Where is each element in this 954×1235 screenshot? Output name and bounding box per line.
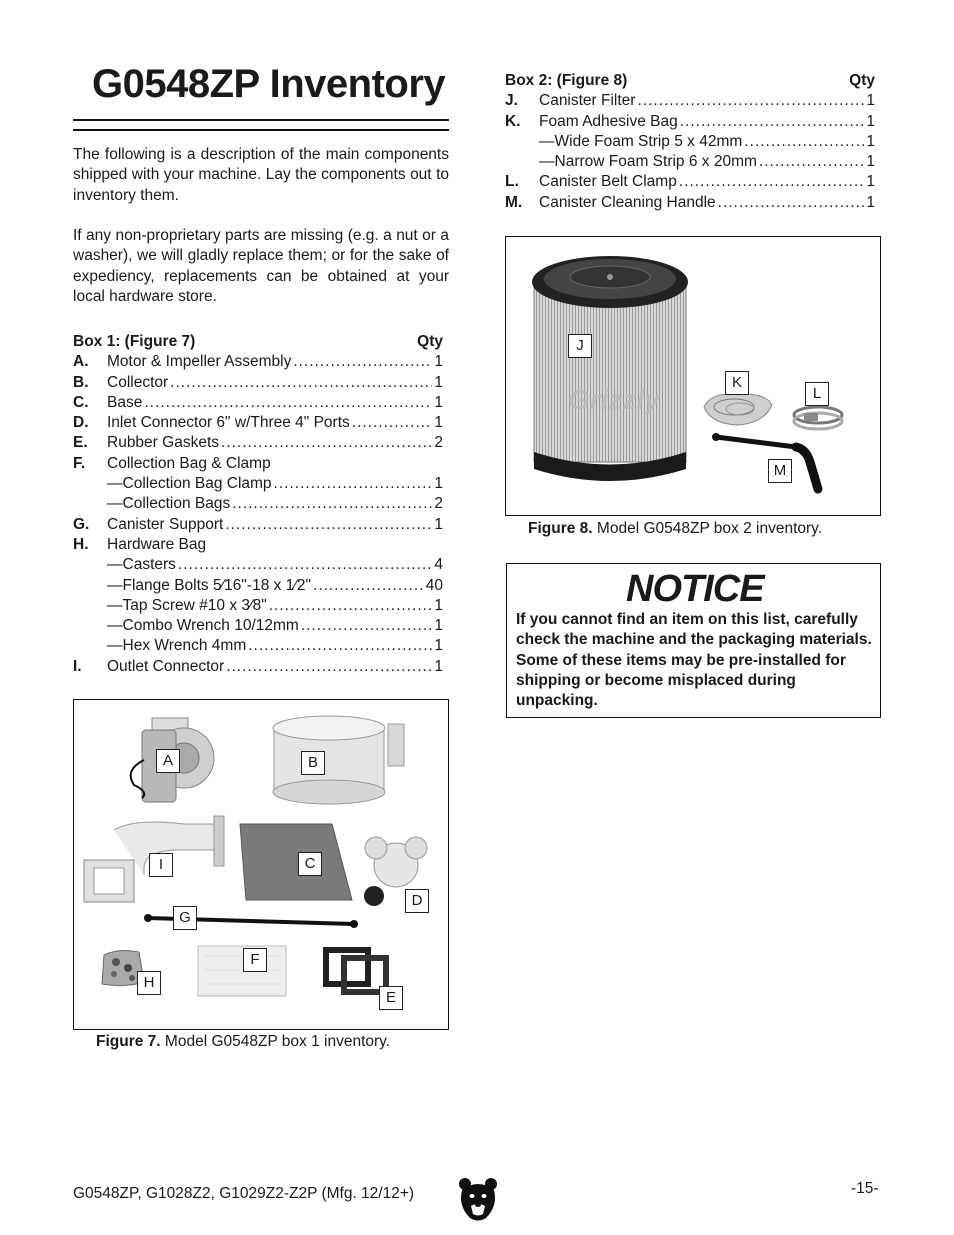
box2-item-qty: 1 [866, 112, 875, 130]
box2-item-letter [505, 152, 539, 172]
box1-item-qty: 1 [434, 637, 443, 655]
box1-item-name: —Collection Bags [107, 495, 231, 513]
box1-item-leader-dots [274, 474, 433, 494]
figure7-label-d: D [405, 889, 429, 913]
box1-item-qty: 1 [434, 515, 443, 533]
box1-item-letter [73, 616, 107, 636]
box1-item-leader-dots [313, 576, 424, 596]
box1-item-qty: 1 [434, 353, 443, 371]
box2-item-leader-dots [679, 172, 865, 192]
figure7-label-h: H [137, 971, 161, 995]
box1-item-leader-dots [170, 373, 432, 393]
box2-item-name: Canister Belt Clamp [539, 173, 677, 191]
box2-qty-label: Qty [849, 72, 875, 89]
box2-item-letter: J. [505, 92, 518, 110]
footer-models: G0548ZP, G1028Z2, G1029Z2-Z2P (Mfg. 12/12+) [73, 1185, 415, 1202]
box1-item-name: —Casters [107, 556, 176, 574]
box1-item-row [73, 515, 443, 535]
box2-item-row [505, 132, 875, 152]
missing-parts-paragraph: If any non-proprietary parts are missing (e.g. a nut or a washer), we will gladly replace them; or for the sake of expediency, replacements can be obtained at your local hardware store. [73, 227, 449, 305]
box2-item-row [505, 152, 875, 172]
box1-item-letter [73, 494, 107, 514]
box2-item-name: Canister Filter [539, 92, 636, 110]
figure7-label-g: G [173, 906, 197, 930]
box1-item-leader-dots [352, 413, 433, 433]
box1-item-row [73, 657, 443, 677]
box2-item-leader-dots [744, 132, 864, 152]
box1-item-row [73, 393, 443, 413]
box1-item-row [73, 474, 443, 494]
intro-paragraph: The following is a description of the main components shipped with your machine. Lay the components out to inventory them. [73, 146, 449, 204]
box1-item-row [73, 616, 443, 636]
box2-item-letter: M. [505, 193, 523, 211]
box1-item-leader-dots [178, 555, 432, 575]
box1-item-leader-dots [221, 433, 432, 453]
figure7-label-i: I [149, 853, 173, 877]
box2-item-qty: 1 [866, 193, 875, 211]
box2-item-letter: K. [505, 112, 521, 130]
figure8-photo [505, 236, 881, 516]
title-rule-bottom [73, 129, 449, 131]
box1-item-row [73, 636, 443, 656]
box1-item-row [73, 454, 443, 474]
figure7-photo [73, 699, 449, 1030]
box1-item-qty: 1 [434, 617, 443, 635]
box1-item-letter: B. [73, 373, 89, 391]
box2-item-qty: 1 [866, 173, 875, 191]
box1-item-name: Rubber Gaskets [107, 434, 219, 452]
notice-text: If you cannot find an item on this list, carefully check the machine and the packaging materials. Some of these items may be pre-installed for shipping or become misplaced during unpacking. [516, 611, 872, 710]
box1-item-qty: 2 [434, 434, 443, 452]
rubber-gaskets-icon [326, 950, 386, 992]
box1-item-qty: 4 [434, 556, 443, 574]
collector-icon [273, 716, 404, 804]
figure7-label-f: F [243, 948, 267, 972]
box1-inventory-list [73, 332, 443, 677]
box1-heading-row [73, 332, 443, 352]
box1-item-leader-dots [226, 657, 432, 677]
box1-item-qty: 1 [434, 657, 443, 675]
box1-item-name: Collector [107, 373, 169, 391]
page-title: G0548ZP Inventory [92, 62, 446, 106]
figure7-label-e: E [379, 986, 403, 1010]
box1-item-name: Motor & Impeller Assembly [107, 353, 292, 371]
box1-item-qty: 1 [434, 373, 443, 391]
box1-item-qty: 1 [434, 414, 443, 432]
box1-item-letter: C. [73, 393, 89, 411]
box2-item-name: Foam Adhesive Bag [539, 112, 678, 130]
box2-item-letter [505, 132, 539, 152]
box2-item-row [505, 172, 875, 192]
box1-item-row [73, 413, 443, 433]
notice-box [506, 563, 881, 718]
svg-text:Grizzly: Grizzly [568, 384, 660, 415]
figure7-caption-number: Figure 7. [96, 1033, 161, 1050]
figure8-label-j: J [568, 334, 592, 358]
box1-item-name: Hardware Bag [107, 535, 207, 553]
box1-item-name: —Collection Bag Clamp [107, 475, 272, 493]
box2-item-leader-dots [718, 193, 865, 213]
box1-item-letter [73, 576, 107, 596]
box1-item-qty: 1 [434, 475, 443, 493]
box2-item-leader-dots [759, 152, 864, 172]
box2-inventory-list [505, 71, 875, 213]
box1-item-name: —Flange Bolts 5⁄16"-18 x 1⁄2" [107, 576, 312, 594]
box1-item-qty: 1 [434, 393, 443, 411]
box1-item-letter: E. [73, 434, 88, 452]
box1-item-letter [73, 555, 107, 575]
box1-item-row [73, 596, 443, 616]
box1-item-qty: 40 [425, 576, 443, 594]
box2-item-name: Canister Cleaning Handle [539, 193, 716, 211]
box1-item-letter [73, 596, 107, 616]
box1-item-letter [73, 474, 107, 494]
box1-item-name: Base [107, 393, 143, 411]
foam-adhesive-bag-icon [704, 394, 772, 425]
box1-item-qty: 1 [434, 596, 443, 614]
box1-item-leader-dots [144, 393, 432, 413]
collection-bag-icon [198, 946, 286, 996]
title-rule-top [73, 119, 449, 121]
figure7-illustration [74, 700, 448, 1029]
box2-item-row [505, 91, 875, 111]
box1-item-name: —Tap Screw #10 x 3⁄8" [107, 596, 267, 614]
figure8-illustration [506, 237, 880, 515]
figure8-caption-number: Figure 8. [528, 520, 593, 537]
box1-item-row [73, 555, 443, 575]
box2-item-qty: 1 [866, 153, 875, 171]
box1-item-row [73, 576, 443, 596]
figure7-label-a: A [156, 749, 180, 773]
figure8-label-m: M [768, 459, 792, 483]
box1-item-name: Outlet Connector [107, 657, 225, 675]
box1-item-letter: A. [73, 353, 89, 371]
figure8-caption [528, 520, 822, 538]
figure7-label-b: B [301, 751, 325, 775]
box1-item-letter: G. [73, 515, 90, 533]
box2-item-leader-dots [637, 91, 864, 111]
box1-item-name: Canister Support [107, 515, 224, 533]
box1-item-name: Inlet Connector 6" w/Three 4" Ports [107, 414, 350, 432]
notice-title: NOTICE [626, 568, 764, 610]
box2-item-name: —Narrow Foam Strip 6 x 20mm [539, 153, 757, 171]
box1-item-name: —Combo Wrench 10/12mm [107, 617, 299, 635]
figure8-label-k: K [725, 371, 749, 395]
figure7-label-c: C [298, 852, 322, 876]
box1-item-letter: D. [73, 414, 89, 432]
box1-item-row [73, 535, 443, 555]
figure7-caption [96, 1033, 390, 1051]
base-plate-icon [240, 824, 352, 900]
box1-item-row [73, 352, 443, 372]
box1-qty-label: Qty [417, 333, 443, 350]
box1-item-name: Collection Bag & Clamp [107, 454, 271, 472]
box1-heading: Box 1: (Figure 7) [73, 333, 196, 350]
figure8-caption-text: Model G0548ZP box 2 inventory. [592, 520, 823, 537]
box2-item-qty: 1 [866, 132, 875, 150]
box2-item-qty: 1 [866, 92, 875, 110]
box2-item-name: —Wide Foam Strip 5 x 42mm [539, 132, 743, 150]
box1-item-leader-dots [248, 636, 432, 656]
box1-item-leader-dots [232, 494, 432, 514]
box1-item-leader-dots [301, 616, 433, 636]
canister-belt-clamp-icon [794, 407, 842, 429]
box2-item-row [505, 112, 875, 132]
box1-item-letter [73, 636, 107, 656]
figure7-caption-text: Model G0548ZP box 1 inventory. [160, 1033, 391, 1050]
box1-item-letter: H. [73, 535, 89, 553]
box1-item-row [73, 433, 443, 453]
box1-item-leader-dots [293, 352, 432, 372]
canister-cleaning-handle-icon [712, 433, 818, 489]
box1-item-leader-dots [269, 596, 433, 616]
box2-item-leader-dots [680, 112, 865, 132]
box1-item-leader-dots [225, 515, 432, 535]
footer-page-number: -15- [851, 1180, 879, 1197]
box1-item-letter: F. [73, 454, 86, 472]
box1-item-row [73, 494, 443, 514]
box1-item-qty: 2 [434, 495, 443, 513]
figure8-label-l: L [805, 382, 829, 406]
box2-heading: Box 2: (Figure 8) [505, 72, 628, 89]
bear-head-icon [458, 1176, 498, 1222]
box1-item-name: —Hex Wrench 4mm [107, 637, 247, 655]
box2-item-letter: L. [505, 173, 519, 191]
box2-heading-row [505, 71, 875, 91]
box1-item-letter: I. [73, 657, 82, 675]
canister-filter-icon [532, 256, 688, 481]
box1-item-row [73, 373, 443, 393]
box2-item-row [505, 193, 875, 213]
